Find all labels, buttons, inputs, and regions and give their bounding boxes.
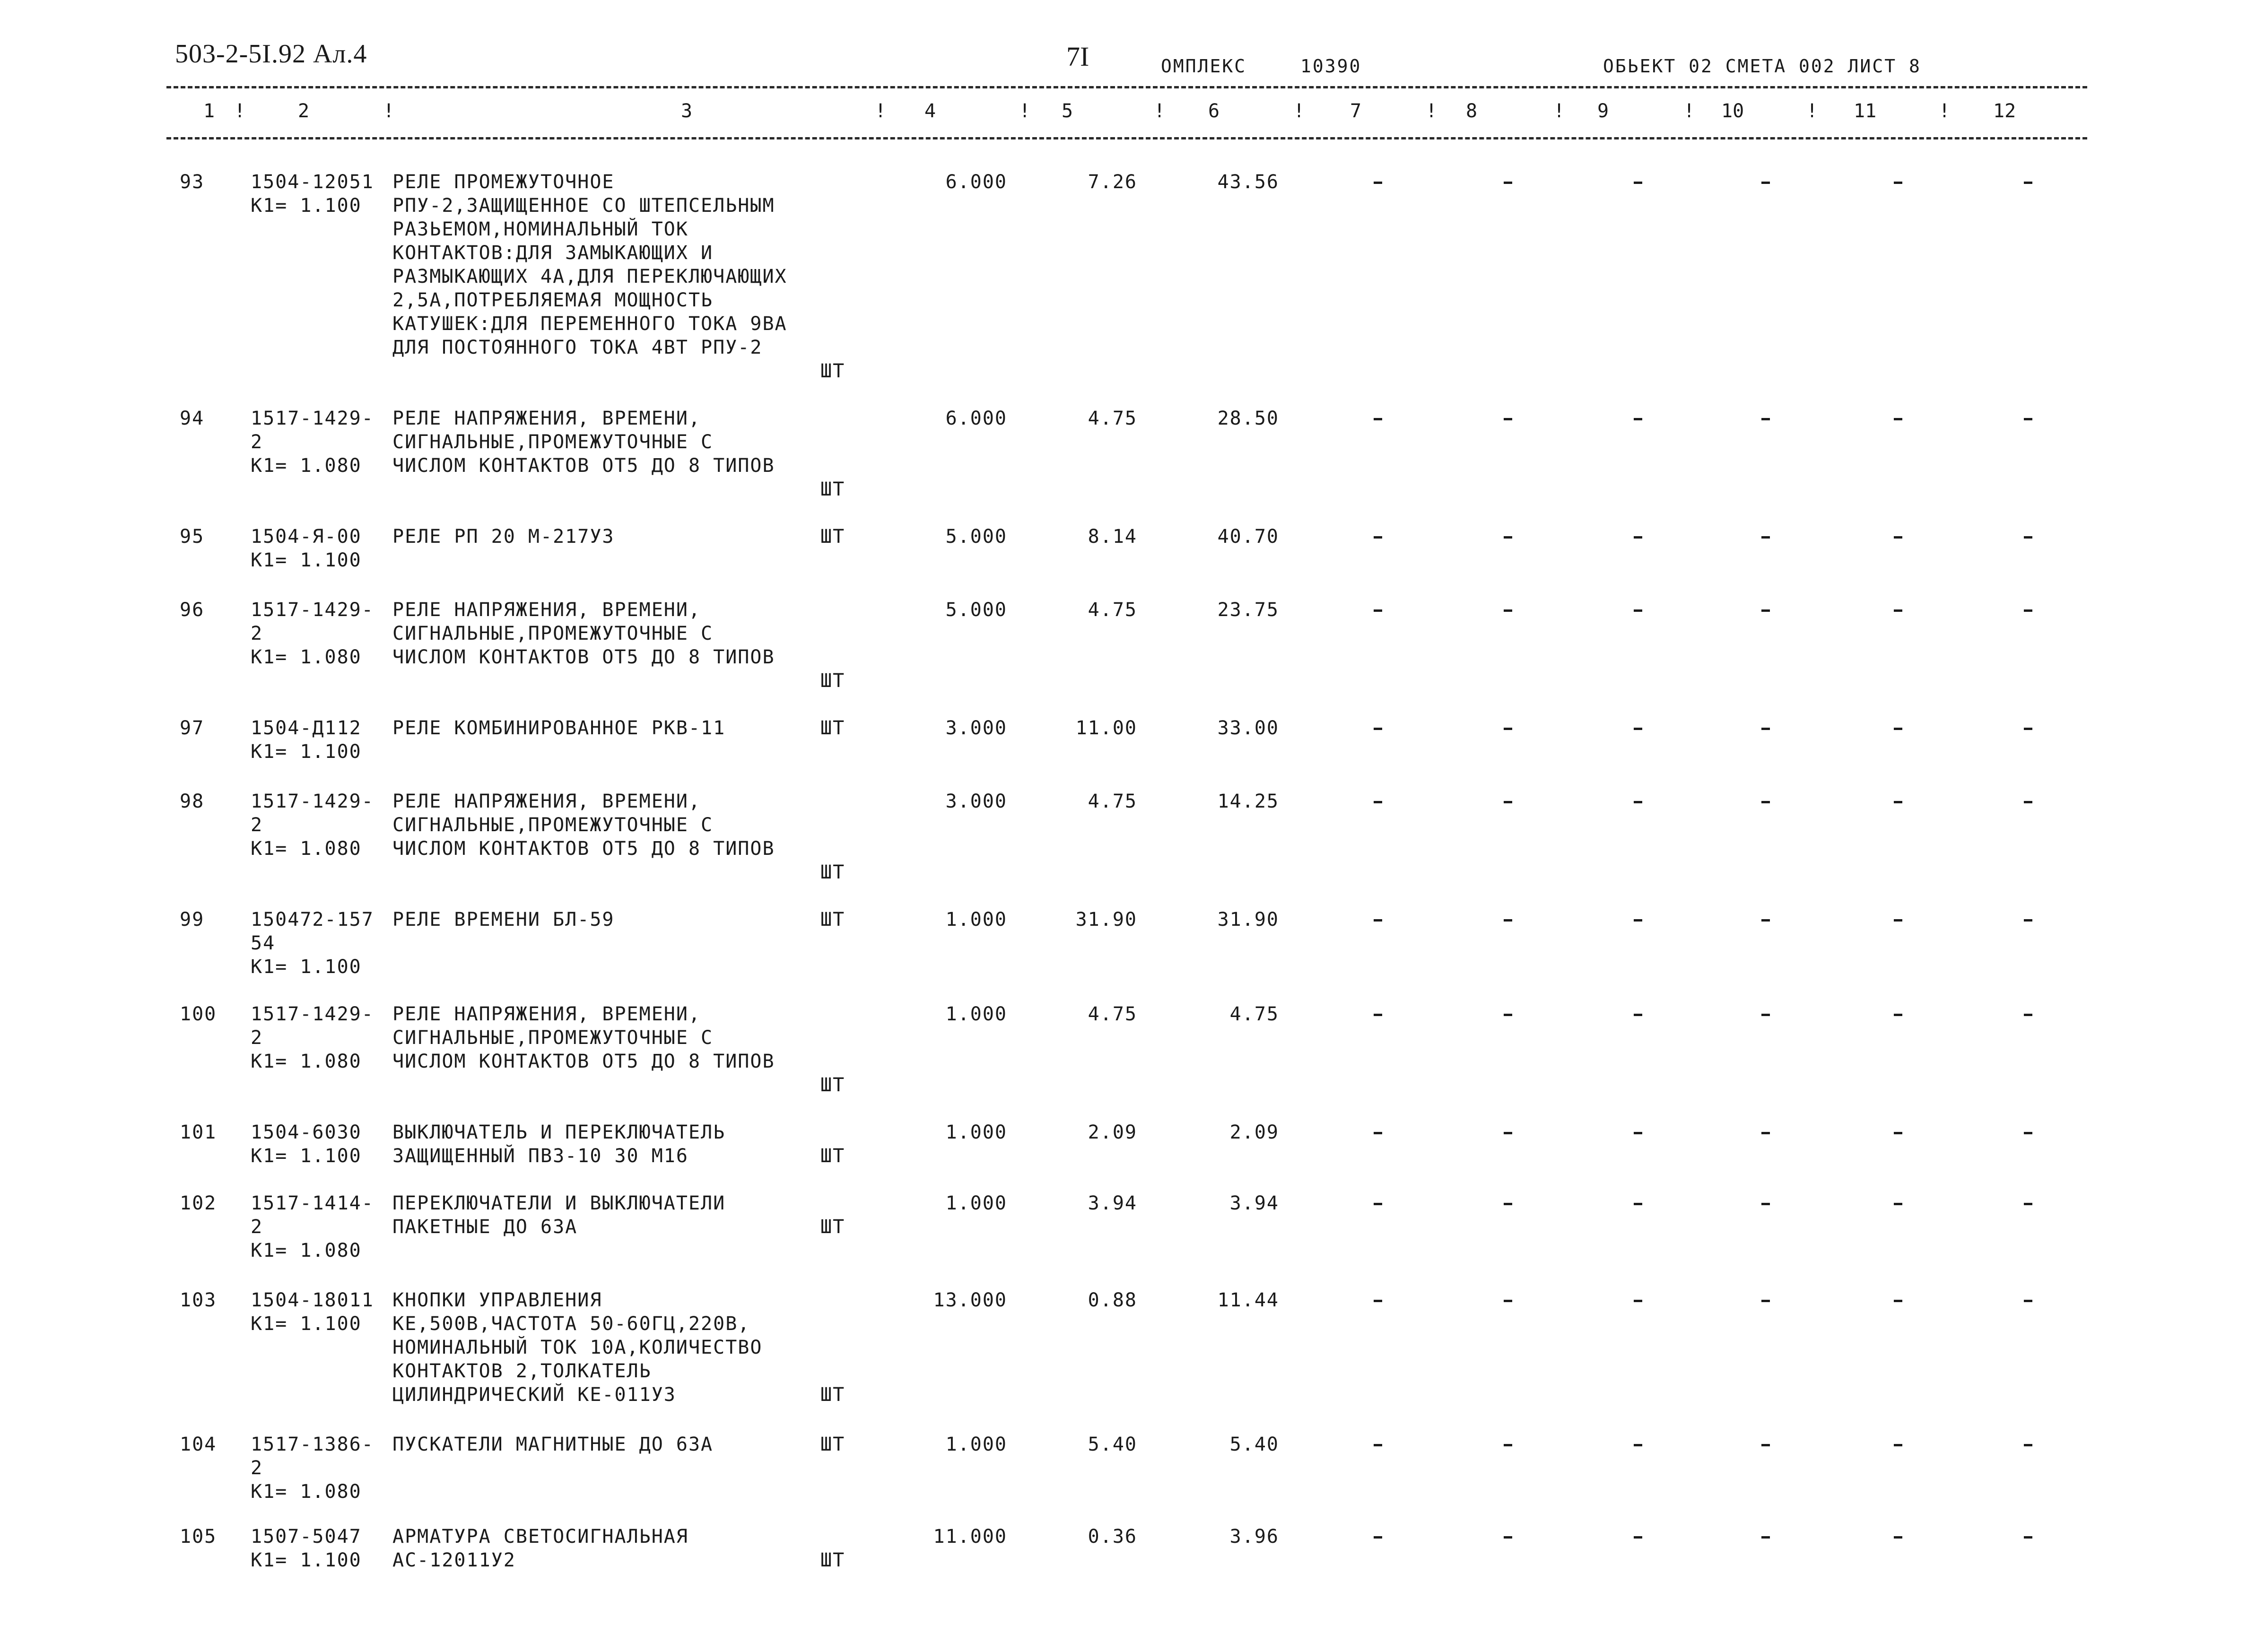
empty-cell-dash bbox=[1894, 801, 1902, 803]
total-cost: 28.50 bbox=[1217, 408, 1279, 429]
quantity: 13.000 bbox=[933, 1289, 1007, 1311]
item-code: 1504-Д112 bbox=[251, 717, 362, 739]
empty-cell-dash bbox=[1504, 728, 1512, 730]
unit-of-measure: ШТ bbox=[820, 1549, 845, 1571]
total-cost: 23.75 bbox=[1217, 599, 1279, 621]
row-number: 102 bbox=[180, 1192, 217, 1214]
item-description-line: РАЗМЫКАЮЩИХ 4А,ДЛЯ ПЕРЕКЛЮЧАЮЩИХ bbox=[392, 266, 787, 287]
document-code: 503-2-5I.92 Ал.4 bbox=[175, 39, 367, 69]
row-number: 94 bbox=[180, 408, 205, 429]
item-code: 1507-5047 bbox=[251, 1526, 362, 1548]
column-separator: ! bbox=[1293, 100, 1305, 122]
item-description-line: РАЗЬЕМОМ,НОМИНАЛЬНЫЙ ТОК bbox=[392, 218, 688, 240]
item-description-line: АС-12011У2 bbox=[392, 1549, 516, 1571]
unit-of-measure: ШТ bbox=[820, 1216, 845, 1238]
column-separator: ! bbox=[1683, 100, 1695, 122]
empty-cell-dash bbox=[1374, 1014, 1382, 1016]
unit-of-measure: ШТ bbox=[820, 360, 845, 382]
item-description-line: КОНТАКТОВ:ДЛЯ ЗАМЫКАЮЩИХ И bbox=[392, 242, 714, 264]
column-separator: ! bbox=[1939, 100, 1951, 122]
item-code-continuation: 2 bbox=[251, 1027, 263, 1049]
empty-cell-dash bbox=[1634, 728, 1642, 730]
empty-cell-dash bbox=[2024, 182, 2032, 184]
page-number: 7I bbox=[1066, 41, 1089, 72]
column-header: 12 bbox=[1993, 100, 2016, 122]
quantity: 1.000 bbox=[945, 1192, 1007, 1214]
empty-cell-dash bbox=[1634, 182, 1642, 184]
item-code-continuation: 2 bbox=[251, 814, 263, 836]
item-description-line: РЕЛЕ ВРЕМЕНИ БЛ-59 bbox=[392, 909, 615, 930]
item-description-line: РЕЛЕ РП 20 М-217У3 bbox=[392, 526, 615, 548]
unit-price: 4.75 bbox=[1088, 599, 1137, 621]
item-description-line: КАТУШЕК:ДЛЯ ПЕРЕМЕННОГО ТОКА 9ВА bbox=[392, 313, 787, 335]
empty-cell-dash bbox=[1634, 1132, 1642, 1134]
empty-cell-dash bbox=[1761, 801, 1770, 803]
empty-cell-dash bbox=[1504, 1300, 1512, 1302]
column-separator: ! bbox=[234, 100, 246, 122]
row-number: 103 bbox=[180, 1289, 217, 1311]
empty-cell-dash bbox=[1894, 1014, 1902, 1016]
unit-of-measure: ШТ bbox=[820, 717, 845, 739]
empty-cell-dash bbox=[1761, 182, 1770, 184]
row-number: 105 bbox=[180, 1526, 217, 1548]
item-description-line: ПАКЕТНЫЕ ДО 63А bbox=[392, 1216, 578, 1238]
empty-cell-dash bbox=[1761, 1444, 1770, 1446]
empty-cell-dash bbox=[1634, 1014, 1642, 1016]
item-code: 1517-1429- bbox=[251, 1003, 374, 1025]
item-description-line: РЕЛЕ НАПРЯЖЕНИЯ, ВРЕМЕНИ, bbox=[392, 791, 701, 812]
item-code: 1517-1386- bbox=[251, 1434, 374, 1455]
empty-cell-dash bbox=[1374, 1203, 1382, 1205]
complex-number: 10390 bbox=[1300, 56, 1362, 77]
empty-cell-dash bbox=[1374, 728, 1382, 730]
header-rule-bottom bbox=[166, 137, 2087, 139]
item-description-line: ВЫКЛЮЧАТЕЛЬ И ПЕРЕКЛЮЧАТЕЛЬ bbox=[392, 1122, 726, 1143]
coefficient-k1: K1= 1.080 bbox=[251, 838, 362, 860]
column-header: 8 bbox=[1466, 100, 1478, 122]
empty-cell-dash bbox=[1761, 1203, 1770, 1205]
item-code: 1517-1414- bbox=[251, 1192, 374, 1214]
column-header: 4 bbox=[924, 100, 936, 122]
item-code: 1517-1429- bbox=[251, 599, 374, 621]
empty-cell-dash bbox=[1504, 801, 1512, 803]
unit-price: 11.00 bbox=[1075, 717, 1137, 739]
row-number: 101 bbox=[180, 1122, 217, 1143]
quantity: 1.000 bbox=[945, 1122, 1007, 1143]
item-description-line: СИГНАЛЬНЫЕ,ПРОМЕЖУТОЧНЫЕ С bbox=[392, 623, 714, 644]
row-number: 95 bbox=[180, 526, 205, 548]
empty-cell-dash bbox=[2024, 919, 2032, 922]
empty-cell-dash bbox=[2024, 1132, 2032, 1134]
column-header: 7 bbox=[1350, 100, 1362, 122]
item-code: 1504-Я-00 bbox=[251, 526, 362, 548]
item-code: 1517-1429- bbox=[251, 791, 374, 812]
unit-of-measure: ШТ bbox=[820, 1145, 845, 1167]
quantity: 1.000 bbox=[945, 1434, 1007, 1455]
empty-cell-dash bbox=[1504, 1536, 1512, 1539]
column-separator: ! bbox=[1019, 100, 1031, 122]
item-code: 1504-6030 bbox=[251, 1122, 362, 1143]
quantity: 11.000 bbox=[933, 1526, 1007, 1548]
empty-cell-dash bbox=[1374, 919, 1382, 922]
empty-cell-dash bbox=[2024, 1536, 2032, 1539]
item-description-line: КОНТАКТОВ 2,ТОЛКАТЕЛЬ bbox=[392, 1360, 652, 1382]
column-separator: ! bbox=[1426, 100, 1437, 122]
item-description-line: ЧИСЛОМ КОНТАКТОВ ОТ5 ДО 8 ТИПОВ bbox=[392, 646, 775, 668]
coefficient-k1: K1= 1.100 bbox=[251, 956, 362, 978]
empty-cell-dash bbox=[1894, 1203, 1902, 1205]
unit-price: 7.26 bbox=[1088, 171, 1137, 193]
total-cost: 31.90 bbox=[1217, 909, 1279, 930]
item-description-line: РЕЛЕ НАПРЯЖЕНИЯ, ВРЕМЕНИ, bbox=[392, 408, 701, 429]
total-cost: 14.25 bbox=[1217, 791, 1279, 812]
item-description-line: АРМАТУРА СВЕТОСИГНАЛЬНАЯ bbox=[392, 1526, 688, 1548]
column-header: 3 bbox=[681, 100, 693, 122]
empty-cell-dash bbox=[1374, 182, 1382, 184]
empty-cell-dash bbox=[1634, 1536, 1642, 1539]
item-description-line: НОМИНАЛЬНЫЙ ТОК 10А,КОЛИЧЕСТВО bbox=[392, 1337, 763, 1358]
coefficient-k1: K1= 1.080 bbox=[251, 455, 362, 477]
item-description-line: ЦИЛИНДРИЧЕСКИЙ КЕ-011У3 bbox=[392, 1384, 676, 1406]
item-description-line: ПЕРЕКЛЮЧАТЕЛИ И ВЫКЛЮЧАТЕЛИ bbox=[392, 1192, 726, 1214]
item-code: 1504-18011 bbox=[251, 1289, 374, 1311]
unit-price: 5.40 bbox=[1088, 1434, 1137, 1455]
item-description-line: РЕЛЕ НАПРЯЖЕНИЯ, ВРЕМЕНИ, bbox=[392, 1003, 701, 1025]
total-cost: 3.94 bbox=[1229, 1192, 1279, 1214]
empty-cell-dash bbox=[1894, 182, 1902, 184]
empty-cell-dash bbox=[1374, 1536, 1382, 1539]
item-description-line: КЕ,500В,ЧАСТОТА 50-60ГЦ,220В, bbox=[392, 1313, 750, 1335]
empty-cell-dash bbox=[1504, 536, 1512, 539]
coefficient-k1: K1= 1.080 bbox=[251, 1481, 362, 1503]
empty-cell-dash bbox=[1374, 536, 1382, 539]
empty-cell-dash bbox=[1894, 1444, 1902, 1446]
unit-of-measure: ШТ bbox=[820, 1384, 845, 1406]
coefficient-k1: K1= 1.100 bbox=[251, 1145, 362, 1167]
empty-cell-dash bbox=[1504, 1203, 1512, 1205]
item-description-line: ЗАЩИЩЕННЫЙ ПВЗ-10 30 М16 bbox=[392, 1145, 688, 1167]
unit-of-measure: ШТ bbox=[820, 1434, 845, 1455]
empty-cell-dash bbox=[1761, 418, 1770, 420]
empty-cell-dash bbox=[1504, 609, 1512, 612]
item-description-line: ЧИСЛОМ КОНТАКТОВ ОТ5 ДО 8 ТИПОВ bbox=[392, 455, 775, 477]
item-description-line: ЧИСЛОМ КОНТАКТОВ ОТ5 ДО 8 ТИПОВ bbox=[392, 1051, 775, 1072]
empty-cell-dash bbox=[1761, 609, 1770, 612]
empty-cell-dash bbox=[2024, 1300, 2032, 1302]
row-number: 99 bbox=[180, 909, 205, 930]
unit-price: 8.14 bbox=[1088, 526, 1137, 548]
empty-cell-dash bbox=[1894, 1132, 1902, 1134]
empty-cell-dash bbox=[2024, 801, 2032, 803]
coefficient-k1: K1= 1.100 bbox=[251, 195, 362, 217]
total-cost: 40.70 bbox=[1217, 526, 1279, 548]
total-cost: 43.56 bbox=[1217, 171, 1279, 193]
coefficient-k1: K1= 1.080 bbox=[251, 646, 362, 668]
empty-cell-dash bbox=[1504, 919, 1512, 922]
empty-cell-dash bbox=[1374, 1132, 1382, 1134]
empty-cell-dash bbox=[2024, 728, 2032, 730]
item-description-line: ДЛЯ ПОСТОЯННОГО ТОКА 4ВТ РПУ-2 bbox=[392, 337, 763, 358]
unit-price: 0.36 bbox=[1088, 1526, 1137, 1548]
empty-cell-dash bbox=[1894, 728, 1902, 730]
empty-cell-dash bbox=[1634, 536, 1642, 539]
item-description-line: СИГНАЛЬНЫЕ,ПРОМЕЖУТОЧНЫЕ С bbox=[392, 814, 714, 836]
coefficient-k1: K1= 1.080 bbox=[251, 1240, 362, 1261]
item-code: 150472-157 bbox=[251, 909, 374, 930]
empty-cell-dash bbox=[1374, 418, 1382, 420]
empty-cell-dash bbox=[1894, 1300, 1902, 1302]
column-header: 10 bbox=[1721, 100, 1744, 122]
column-header: 5 bbox=[1062, 100, 1073, 122]
item-description-line: СИГНАЛЬНЫЕ,ПРОМЕЖУТОЧНЫЕ С bbox=[392, 431, 714, 453]
empty-cell-dash bbox=[1761, 728, 1770, 730]
empty-cell-dash bbox=[1504, 182, 1512, 184]
item-description-line: КНОПКИ УПРАВЛЕНИЯ bbox=[392, 1289, 602, 1311]
empty-cell-dash bbox=[1504, 1444, 1512, 1446]
unit-price: 0.88 bbox=[1088, 1289, 1137, 1311]
total-cost: 5.40 bbox=[1229, 1434, 1279, 1455]
row-number: 93 bbox=[180, 171, 205, 193]
coefficient-k1: K1= 1.100 bbox=[251, 549, 362, 571]
quantity: 5.000 bbox=[945, 526, 1007, 548]
empty-cell-dash bbox=[1374, 609, 1382, 612]
item-code-continuation: 54 bbox=[251, 932, 276, 954]
column-header: 6 bbox=[1208, 100, 1220, 122]
empty-cell-dash bbox=[2024, 609, 2032, 612]
total-cost: 4.75 bbox=[1229, 1003, 1279, 1025]
row-number: 100 bbox=[180, 1003, 217, 1025]
item-code-continuation: 2 bbox=[251, 1457, 263, 1479]
empty-cell-dash bbox=[1504, 1014, 1512, 1016]
column-header: 11 bbox=[1854, 100, 1877, 122]
row-number: 104 bbox=[180, 1434, 217, 1455]
column-separator: ! bbox=[383, 100, 395, 122]
empty-cell-dash bbox=[1761, 536, 1770, 539]
row-number: 98 bbox=[180, 791, 205, 812]
empty-cell-dash bbox=[1634, 801, 1642, 803]
unit-of-measure: ШТ bbox=[820, 526, 845, 548]
empty-cell-dash bbox=[1504, 418, 1512, 420]
unit-of-measure: ШТ bbox=[820, 478, 845, 500]
coefficient-k1: K1= 1.080 bbox=[251, 1051, 362, 1072]
empty-cell-dash bbox=[1761, 1300, 1770, 1302]
column-separator: ! bbox=[875, 100, 887, 122]
item-code-continuation: 2 bbox=[251, 1216, 263, 1238]
unit-of-measure: ШТ bbox=[820, 861, 845, 883]
item-description-line: 2,5А,ПОТРЕБЛЯЕМАЯ МОЩНОСТЬ bbox=[392, 289, 714, 311]
row-number: 96 bbox=[180, 599, 205, 621]
unit-of-measure: ШТ bbox=[820, 670, 845, 692]
empty-cell-dash bbox=[1634, 1444, 1642, 1446]
column-separator: ! bbox=[1553, 100, 1565, 122]
empty-cell-dash bbox=[1761, 1132, 1770, 1134]
header-rule-top bbox=[166, 86, 2087, 88]
item-description-line: ПУСКАТЕЛИ МАГНИТНЫЕ ДО 63А bbox=[392, 1434, 714, 1455]
empty-cell-dash bbox=[1894, 609, 1902, 612]
unit-price: 4.75 bbox=[1088, 1003, 1137, 1025]
total-cost: 11.44 bbox=[1217, 1289, 1279, 1311]
unit-of-measure: ШТ bbox=[820, 909, 845, 930]
column-header: 1 bbox=[203, 100, 215, 122]
total-cost: 3.96 bbox=[1229, 1526, 1279, 1548]
empty-cell-dash bbox=[1634, 418, 1642, 420]
empty-cell-dash bbox=[1761, 919, 1770, 922]
coefficient-k1: K1= 1.100 bbox=[251, 741, 362, 763]
column-header: 2 bbox=[298, 100, 310, 122]
empty-cell-dash bbox=[1504, 1132, 1512, 1134]
item-code-continuation: 2 bbox=[251, 431, 263, 453]
item-description-line: ЧИСЛОМ КОНТАКТОВ ОТ5 ДО 8 ТИПОВ bbox=[392, 838, 775, 860]
empty-cell-dash bbox=[1894, 418, 1902, 420]
column-header: 9 bbox=[1597, 100, 1609, 122]
empty-cell-dash bbox=[1634, 919, 1642, 922]
quantity: 1.000 bbox=[945, 909, 1007, 930]
item-description-line: СИГНАЛЬНЫЕ,ПРОМЕЖУТОЧНЫЕ С bbox=[392, 1027, 714, 1049]
unit-price: 2.09 bbox=[1088, 1122, 1137, 1143]
unit-of-measure: ШТ bbox=[820, 1074, 845, 1096]
empty-cell-dash bbox=[1374, 801, 1382, 803]
coefficient-k1: K1= 1.100 bbox=[251, 1313, 362, 1335]
empty-cell-dash bbox=[1761, 1014, 1770, 1016]
quantity: 5.000 bbox=[945, 599, 1007, 621]
coefficient-k1: K1= 1.100 bbox=[251, 1549, 362, 1571]
row-number: 97 bbox=[180, 717, 205, 739]
item-code: 1517-1429- bbox=[251, 408, 374, 429]
empty-cell-dash bbox=[2024, 1444, 2032, 1446]
item-code-continuation: 2 bbox=[251, 623, 263, 644]
quantity: 3.000 bbox=[945, 717, 1007, 739]
empty-cell-dash bbox=[1634, 1300, 1642, 1302]
unit-price: 3.94 bbox=[1088, 1192, 1137, 1214]
item-description-line: РЕЛЕ НАПРЯЖЕНИЯ, ВРЕМЕНИ, bbox=[392, 599, 701, 621]
item-description-line: РЕЛЕ ПРОМЕЖУТОЧНОЕ bbox=[392, 171, 615, 193]
unit-price: 4.75 bbox=[1088, 791, 1137, 812]
object-estimate-sheet: ОБЬЕКТ 02 СМЕТА 002 ЛИСТ 8 bbox=[1603, 56, 1921, 77]
empty-cell-dash bbox=[1634, 1203, 1642, 1205]
quantity: 6.000 bbox=[945, 408, 1007, 429]
empty-cell-dash bbox=[1894, 1536, 1902, 1539]
quantity: 3.000 bbox=[945, 791, 1007, 812]
empty-cell-dash bbox=[1894, 919, 1902, 922]
column-separator: ! bbox=[1154, 100, 1166, 122]
complex-label: ОМПЛЕКС bbox=[1161, 56, 1247, 77]
unit-price: 4.75 bbox=[1088, 408, 1137, 429]
empty-cell-dash bbox=[1894, 536, 1902, 539]
column-separator: ! bbox=[1806, 100, 1818, 122]
item-code: 1504-12051 bbox=[251, 171, 374, 193]
item-description-line: РЕЛЕ КОМБИНИРОВАННОЕ РКВ-11 bbox=[392, 717, 726, 739]
total-cost: 33.00 bbox=[1217, 717, 1279, 739]
empty-cell-dash bbox=[1634, 609, 1642, 612]
quantity: 6.000 bbox=[945, 171, 1007, 193]
unit-price: 31.90 bbox=[1075, 909, 1137, 930]
empty-cell-dash bbox=[1374, 1444, 1382, 1446]
quantity: 1.000 bbox=[945, 1003, 1007, 1025]
empty-cell-dash bbox=[2024, 536, 2032, 539]
empty-cell-dash bbox=[1761, 1536, 1770, 1539]
empty-cell-dash bbox=[2024, 1203, 2032, 1205]
empty-cell-dash bbox=[2024, 418, 2032, 420]
empty-cell-dash bbox=[1374, 1300, 1382, 1302]
total-cost: 2.09 bbox=[1229, 1122, 1279, 1143]
item-description-line: РПУ-2,ЗАЩИЩЕННОЕ СО ШТЕПСЕЛЬНЫМ bbox=[392, 195, 775, 217]
empty-cell-dash bbox=[2024, 1014, 2032, 1016]
